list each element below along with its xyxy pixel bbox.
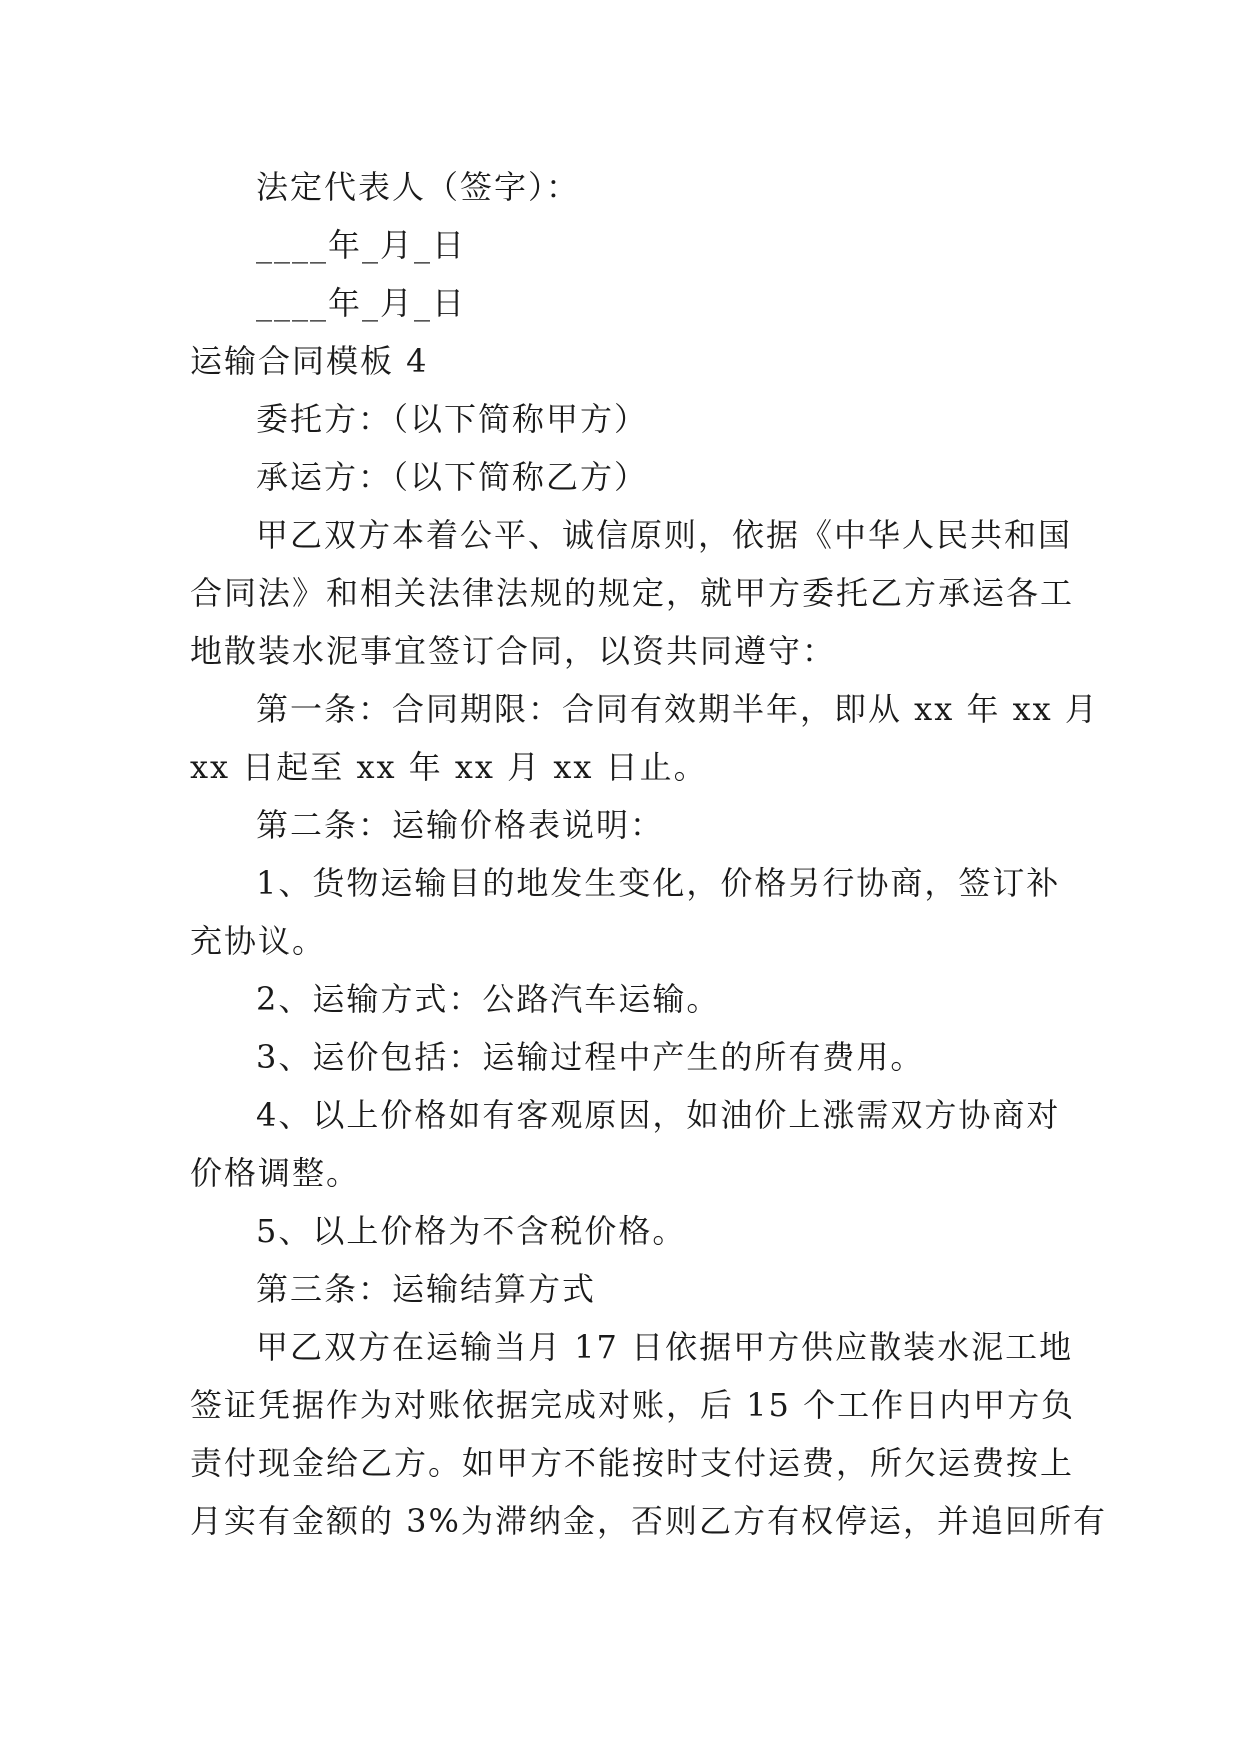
text-line: 责付现金给乙方。如甲方不能按时支付运费，所欠运费按上 [190, 1444, 1075, 1482]
text-line: 2、运输方式：公路汽车运输。 [256, 980, 721, 1018]
text-line: 第一条：合同期限：合同有效期半年，即从 xx 年 xx 月 [256, 690, 1099, 728]
text-line: 第二条：运输价格表说明： [256, 806, 665, 844]
text-line: ____年_月_日 [256, 226, 467, 264]
document-body [190, 158, 1107, 1550]
text-line: 月实有金额的 3%为滞纳金，否则乙方有权停运，并追回所有 [190, 1502, 1107, 1540]
text-line: 合同法》和相关法律法规的规定，就甲方委托乙方承运各工 [190, 574, 1075, 612]
text-line: 地散装水泥事宜签订合同，以资共同遵守： [190, 632, 837, 670]
text-line: 法定代表人（签字）： [256, 168, 581, 206]
text-line: 第三条：运输结算方式 [256, 1270, 597, 1308]
text-line: ____年_月_日 [256, 284, 467, 322]
text-line: 充协议。 [190, 922, 327, 960]
text-line: 5、以上价格为不含税价格。 [256, 1212, 687, 1250]
text-line: 甲乙双方本着公平、诚信原则，依据《中华人民共和国 [256, 516, 1073, 554]
text-line: 委托方：（以下简称甲方） [256, 400, 649, 438]
text-line: 承运方：（以下简称乙方） [256, 458, 649, 496]
text-line: 甲乙双方在运输当月 17 日依据甲方供应散装水泥工地 [256, 1328, 1074, 1366]
text-line: 签证凭据作为对账依据完成对账，后 15 个工作日内甲方负 [190, 1386, 1076, 1424]
text-line: 1、货物运输目的地发生变化，价格另行协商，签订补 [256, 864, 1061, 902]
text-line: 4、以上价格如有客观原因，如油价上涨需双方协商对 [256, 1096, 1061, 1134]
section-heading: 运输合同模板 4 [190, 342, 429, 380]
text-line: xx 日起至 xx 年 xx 月 xx 日止。 [190, 748, 708, 786]
text-line: 3、运价包括：运输过程中产生的所有费用。 [256, 1038, 925, 1076]
text-line: 价格调整。 [190, 1154, 361, 1192]
